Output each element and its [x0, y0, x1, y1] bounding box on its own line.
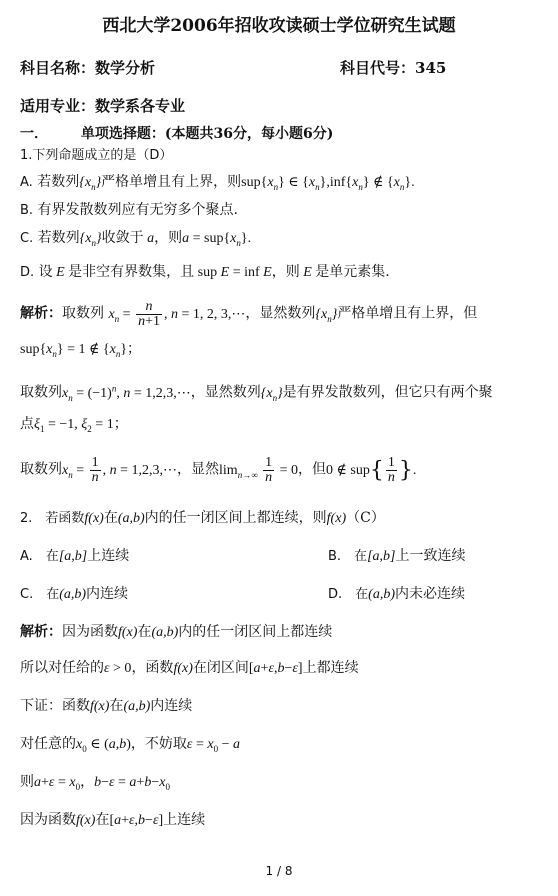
q2-option-a: A. 在[a,b]上连续 [20, 548, 130, 564]
analysis-text: 上连续 [163, 812, 206, 828]
analysis-text: 在闭区间 [192, 660, 249, 676]
analysis-text: ，显然 [177, 461, 220, 478]
option-text: C. 在 [20, 587, 60, 602]
option-text: 是非空有界数集，且 [68, 264, 195, 280]
analysis-text: 取数列 [20, 461, 62, 478]
analysis-text: ，显然数列 [190, 384, 261, 401]
analysis-text: 上都连续 [302, 660, 359, 676]
analysis-text: 是有界发散数列，但它只有两个聚 [282, 384, 493, 401]
analysis-text: 在 [95, 812, 110, 828]
analysis-text: ，但 [298, 461, 327, 478]
q1-option-a: A. 若数列$\{x_n\}$严格单增且有上界，则$sup\{x_n\}$ ∈ $\{x_n\},inf\{x_n\}$ ∉ $\{x_n\}$. [20, 174, 415, 192]
analysis-text: 内的任一闭区间上都连续 [178, 624, 333, 640]
analysis-label: 解析： [20, 624, 62, 640]
option-label: B. [20, 203, 34, 218]
analysis-text: 取数列 [20, 384, 62, 401]
option-text: 设 [38, 264, 53, 280]
analysis-text: ，显然数列 [245, 305, 316, 322]
q1-analysis-2-cont: 点$\xi_1 = -1$, $\xi_2 = 1$； [20, 416, 128, 434]
section-number: 一． [20, 126, 48, 142]
question-text: （C） [346, 510, 385, 526]
page-title: 西北大学2006年招收攻读硕士学位研究生试题 [102, 16, 456, 36]
option-text: B. 在 [328, 549, 368, 564]
section-title: 单项选择题：(本题共36分，每小题6分) [80, 126, 334, 142]
q2-stem: 2. 若函数f(x)在(a,b)内的任一闭区间上都连续，则f(x)（C） [20, 510, 385, 526]
question-text: 2. 若函数 [20, 511, 85, 526]
option-text: 收敛于 [101, 230, 144, 246]
q2-option-d: D. 在(a,b)内未必连续 [328, 586, 465, 602]
analysis-text: 取数列 [62, 305, 104, 322]
analysis-text: 所以对任给的 [20, 660, 104, 676]
q2-analysis-5: 则$a+\varepsilon = x_0$，$b-\varepsilon = a+b-x_0$ [20, 774, 170, 792]
option-text: 上一致连续 [395, 548, 466, 564]
option-text: A. 在 [20, 549, 59, 564]
q1-option-d: D. 设 E 是非空有界数集，且 sup E = inf E，则 E 是单元素集. [20, 264, 390, 280]
major: 适用专业：数学系各专业 [20, 97, 186, 115]
analysis-text: ，函数 [131, 660, 174, 676]
q2-analysis-1: 解析：因为函数f(x)在(a,b)内的任一闭区间上都连续 [20, 624, 333, 640]
question-text: 内的任一闭区间上都连续，则 [144, 510, 327, 526]
option-text: 是单元素集. [315, 264, 390, 280]
q1-analysis-2: 取数列$x_n = (-1)^n$, n = 1,2,3,⋯，显然数列$\{x_n\}$是有界发散数列，但它只有两个聚 [20, 383, 493, 403]
section-heading [20, 124, 333, 144]
analysis-text: 对任意的 [20, 736, 76, 752]
option-text: 内未必连续 [394, 586, 465, 602]
analysis-text: 因为函数 [62, 624, 118, 640]
option-text: D. 在 [328, 587, 369, 602]
q1-analysis-1-cont: $sup\{x_n\} = 1$ ∉ $\{x_n\}$； [20, 342, 142, 359]
q1-stem: 1.下列命题成立的是（D） [20, 148, 173, 163]
analysis-text: 点 [20, 416, 34, 432]
analysis-text: ，不妨取 [130, 736, 187, 752]
option-text: 有界发散数列应有无穷多个聚点. [37, 202, 238, 218]
option-text: 若数列 [37, 230, 80, 246]
option-text: ，则 [271, 264, 300, 280]
analysis-text: 因为函数 [20, 812, 76, 828]
page-number: 1 / 8 [265, 864, 293, 878]
q1-analysis-1: 解析：取数列 $x_n$ = $\frac{n}{n+1}$ , n = 1, 2, 3,⋯，显然数列$\{x_n\}$严格单增且有上界，但 [20, 299, 478, 329]
q2-option-b: B. 在[a,b]上一致连续 [328, 548, 466, 564]
analysis-text: 在 [137, 624, 152, 640]
option-label: D. [20, 265, 35, 280]
analysis-text: 内连续 [150, 698, 193, 714]
option-label: C. [20, 231, 34, 246]
option-text: 若数列 [37, 174, 80, 190]
question-text: 在 [103, 510, 118, 526]
q2-analysis-3: 下证：函数f(x)在(a,b)内连续 [20, 698, 193, 714]
q2-analysis-4: 对任意的$x_0$ ∈ (a,b)，不妨取$\varepsilon = x_0 - a$ [20, 736, 240, 754]
q2-analysis-2: 所以对任给的ε > 0，函数f(x)在闭区间[a+ε,b−ε]上都连续 [20, 660, 359, 676]
q2-option-c: C. 在(a,b)内连续 [20, 586, 129, 602]
analysis-text: 在 [109, 698, 124, 714]
option-text: ，则 [154, 230, 183, 246]
analysis-text: ， [80, 774, 95, 790]
q1-option-c: C. 若数列$\{x_n\}$收敛于 a，则$a = sup\{x_n\}$. [20, 230, 252, 248]
analysis-text: 则 [20, 774, 34, 790]
q2-analysis-6: 因为函数f(x)在[a+ε,b−ε]上连续 [20, 812, 206, 828]
option-label: A. [20, 175, 33, 190]
analysis-label: 解析： [20, 305, 62, 322]
q1-analysis-3: 取数列$x_n$ = $\frac{1}{n}$ , n = 1,2,3,⋯，显然$\lim_{n\to\infty}$ $\frac{1}{n}$ = 0，但0 ∉ sup{ $\frac{1}{n}$ }. [20, 455, 417, 485]
option-text: 内连续 [86, 586, 129, 602]
analysis-text: 严格单增且有上界，但 [337, 305, 478, 322]
option-text: 严格单增且有上界，则 [101, 174, 242, 190]
subject-name: 科目名称：数学分析 [20, 59, 156, 77]
q1-option-b [20, 200, 238, 221]
analysis-text: 下证：函数 [20, 698, 90, 714]
subject-code: 科目代号：345 [340, 59, 447, 77]
option-text: 上连续 [87, 548, 130, 564]
